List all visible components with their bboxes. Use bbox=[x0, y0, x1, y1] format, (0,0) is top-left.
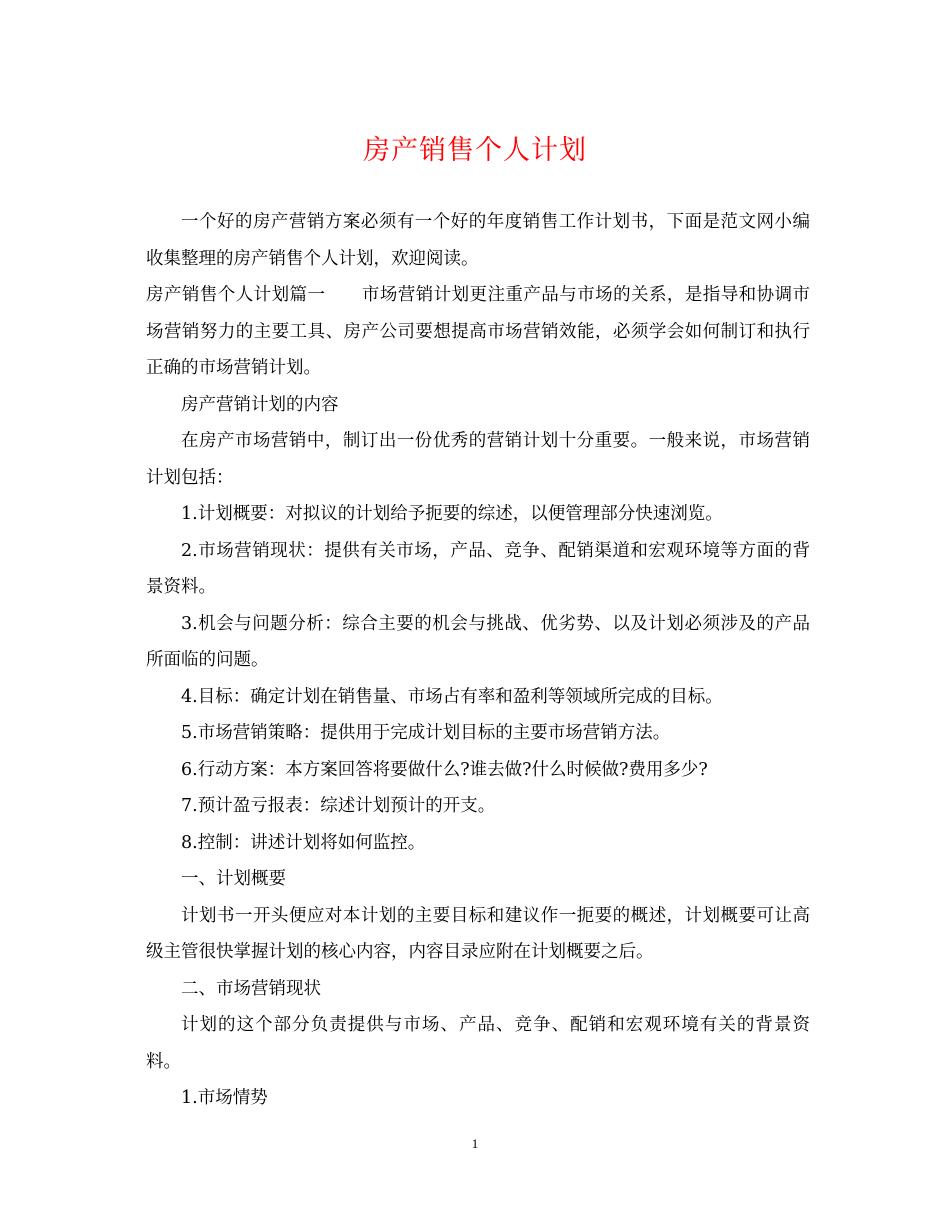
heading-market-status: 二、市场营销现状 bbox=[181, 978, 321, 999]
intro-paragraph: 一个好的房产营销方案必须有一个好的年度销售工作计划书，下面是范文网小编收集整理的房产销售个人计划，欢迎阅读。 bbox=[146, 212, 810, 269]
list-item-5: 5.市场营销策略：提供用于完成计划目标的主要市场营销方法。 bbox=[181, 723, 671, 743]
paragraph-plan-intro: 在房产市场营销中，制订出一份优秀的营销计划十分重要。一般来说，市场营销计划包括： bbox=[146, 431, 810, 488]
list-item-2: 2.市场营销现状：提供有关市场，产品、竞争、配销渠道和宏观环境等方面的背景资料。 bbox=[146, 540, 810, 597]
list-item-3: 3.机会与问题分析：综合主要的机会与挑战、优劣势、以及计划必须涉及的产品所面临的问题。 bbox=[146, 613, 810, 670]
paragraph-content-heading: 房产营销计划的内容 bbox=[181, 394, 339, 415]
subheading-market-situation: 1.市场情势 bbox=[181, 1088, 268, 1108]
list-item-6: 6.行动方案：本方案回答将要做什么?谁去做?什么时候做?费用多少? bbox=[181, 759, 708, 780]
paragraph-market-status: 计划的这个部分负责提供与市场、产品、竞争、配销和宏观环境有关的背景资料。 bbox=[146, 1015, 810, 1072]
section-paragraph bbox=[146, 277, 810, 387]
list-item-4: 4.目标：确定计划在销售量、市场占有率和盈利等领域所完成的目标。 bbox=[181, 686, 723, 707]
document-body bbox=[146, 204, 810, 1117]
paragraph-plan-summary: 计划书一开头便应对本计划的主要目标和建议作一扼要的概述，计划概要可让高级主管很快掌握计划的核心内容，内容目录应附在计划概要之后。 bbox=[146, 905, 810, 962]
page-number: 1 bbox=[471, 1136, 479, 1151]
heading-plan-summary: 一、计划概要 bbox=[181, 869, 286, 889]
list-item-1: 1.计划概要：对拟议的计划给予扼要的综述，以便管理部分快速浏览。 bbox=[181, 504, 723, 524]
list-item-8: 8.控制：讲述计划将如何监控。 bbox=[181, 832, 426, 853]
list-item-7: 7.预计盈亏报表：综述计划预计的开支。 bbox=[181, 796, 496, 816]
section-first-text: 市场营销计划更注重产品与市场的关系，是指导和协调市场营销努力的主要工具、房产公司要想提高市场营销效能，必须学会如何制订和执行正确的市场营销计划。 bbox=[146, 285, 811, 378]
document-title: 房产销售个人计划 bbox=[363, 135, 587, 166]
section-heading: 房产销售个人计划篇一 bbox=[146, 285, 326, 305]
